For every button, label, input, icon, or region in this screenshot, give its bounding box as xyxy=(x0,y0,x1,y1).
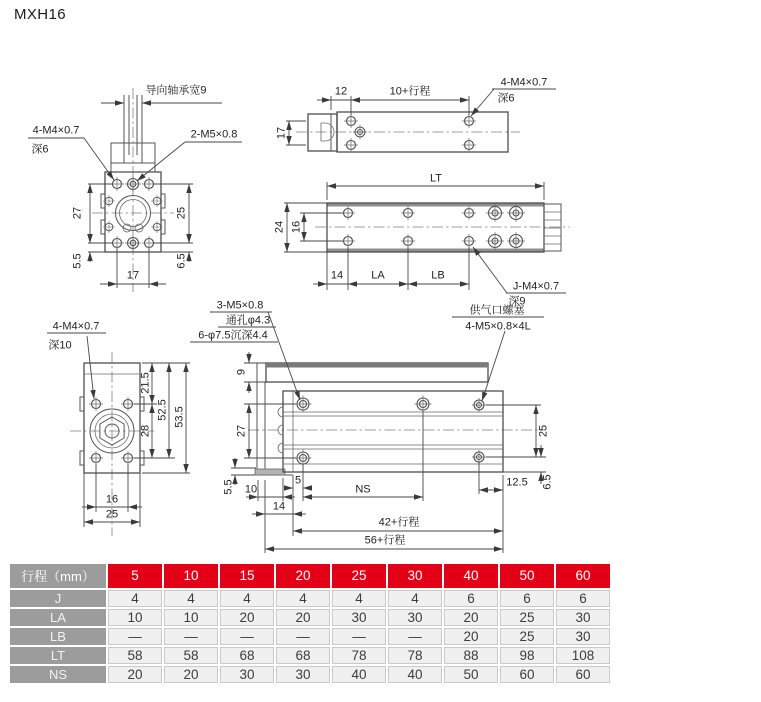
spec-value: 60 xyxy=(556,666,610,683)
v5-port-plug-note: 供气口螺塞 xyxy=(469,304,525,317)
v1-dim-25: 25 xyxy=(175,206,188,220)
v5-3m5-note: 3-M5×0.8 xyxy=(216,299,264,312)
spec-value: 78 xyxy=(388,647,442,664)
spec-value: 30 xyxy=(220,666,274,683)
v4-4m4-depth: 深10 xyxy=(48,339,72,352)
row-label-ns: NS xyxy=(10,666,106,683)
spec-value: 30 xyxy=(332,609,386,626)
table-row xyxy=(10,628,610,645)
v1-dim-27: 27 xyxy=(71,206,84,220)
spec-value: 10 xyxy=(108,609,162,626)
spec-value: 20 xyxy=(220,609,274,626)
spec-value: 4 xyxy=(276,590,330,607)
v3-dim-14: 14 xyxy=(330,269,344,282)
stroke-col-header: 60 xyxy=(556,564,610,588)
table-row xyxy=(10,609,610,626)
spec-value: — xyxy=(164,628,218,645)
spec-value: 30 xyxy=(388,609,442,626)
v2-dim-10-stroke: 10+行程 xyxy=(389,85,431,98)
stroke-spec-table xyxy=(8,562,612,685)
v4-dim-28: 28 xyxy=(139,424,152,438)
spec-value: 20 xyxy=(164,666,218,683)
stroke-col-header: 40 xyxy=(444,564,498,588)
spec-value: — xyxy=(388,628,442,645)
spec-value: 40 xyxy=(388,666,442,683)
page-title: MXH16 xyxy=(14,6,67,23)
v5-dim-5-5: 5.5 xyxy=(222,479,235,495)
v5-dim-25: 25 xyxy=(537,424,550,438)
v5-dim-12-5: 12.5 xyxy=(506,476,528,489)
stroke-col-header: 30 xyxy=(388,564,442,588)
stroke-col-header: 20 xyxy=(276,564,330,588)
v5-port-plug-spec: 4-M5×0.8×4L xyxy=(465,320,531,333)
v3-jm4-depth: 深9 xyxy=(508,295,526,308)
row-label-j: J xyxy=(10,590,106,607)
spec-value: 6 xyxy=(444,590,498,607)
v1-2m5-note: 2-M5×0.8 xyxy=(190,128,238,141)
v3-dim-la: LA xyxy=(371,269,385,282)
stroke-col-header: 50 xyxy=(500,564,554,588)
v4-dim-25: 25 xyxy=(105,508,119,521)
stroke-spec-table-wrap xyxy=(8,562,612,685)
spec-value: — xyxy=(276,628,330,645)
v3-dim-lb: LB xyxy=(431,269,445,282)
v2-dim-12: 12 xyxy=(334,85,348,98)
v1-dim-17: 17 xyxy=(126,269,140,282)
v2-dim-17: 17 xyxy=(275,126,288,140)
row-label-la: LA xyxy=(10,609,106,626)
v5-dim-56-stroke: 56+行程 xyxy=(364,534,406,547)
v3-dim-16: 16 xyxy=(290,220,303,234)
spec-value: 58 xyxy=(164,647,218,664)
spec-value: 4 xyxy=(332,590,386,607)
v5-dim-42-stroke: 42+行程 xyxy=(378,516,420,529)
spec-value: — xyxy=(108,628,162,645)
spec-value: — xyxy=(332,628,386,645)
table-row xyxy=(10,647,610,664)
v5-dim-6-5: 6.5 xyxy=(541,474,554,490)
v3-dim-24: 24 xyxy=(273,220,286,234)
v2-4m4-depth: 深6 xyxy=(497,92,515,105)
spec-value: 50 xyxy=(444,666,498,683)
v2-4m4-note: 4-M4×0.7 xyxy=(500,76,548,89)
v1-4m4-note: 4-M4×0.7 xyxy=(32,124,80,137)
spec-value: 40 xyxy=(332,666,386,683)
spec-value: 4 xyxy=(108,590,162,607)
spec-value: 20 xyxy=(276,609,330,626)
spec-value: 30 xyxy=(276,666,330,683)
spec-value: 4 xyxy=(164,590,218,607)
stroke-header-label: 行程（mm） xyxy=(10,564,106,588)
spec-value: 10 xyxy=(164,609,218,626)
spec-value: 78 xyxy=(332,647,386,664)
v3-dim-lt: LT xyxy=(429,172,443,185)
v4-4m4-note: 4-M4×0.7 xyxy=(52,320,100,333)
v5-dim-ns: NS xyxy=(355,483,371,496)
spec-value: 4 xyxy=(388,590,442,607)
v1-guide-bearing-note: 导向轴承宽9 xyxy=(145,84,207,97)
v4-dim-16: 16 xyxy=(105,493,119,506)
v1-4m4-depth: 深6 xyxy=(31,143,49,156)
spec-value: — xyxy=(220,628,274,645)
v5-dim-9: 9 xyxy=(235,368,248,376)
spec-value: 20 xyxy=(444,609,498,626)
spec-value: 20 xyxy=(444,628,498,645)
spec-value: 25 xyxy=(500,609,554,626)
v5-dim-5: 5 xyxy=(294,474,302,487)
row-label-lb: LB xyxy=(10,628,106,645)
spec-value: 30 xyxy=(556,628,610,645)
spec-value: 4 xyxy=(220,590,274,607)
table-header-row xyxy=(10,564,610,588)
table-row xyxy=(10,590,610,607)
stroke-col-header: 10 xyxy=(164,564,218,588)
row-label-lt: LT xyxy=(10,647,106,664)
stroke-col-header: 15 xyxy=(220,564,274,588)
v5-counterbore-note: 6-φ7.5沉深4.4 xyxy=(198,329,268,342)
v4-dim-52-5: 52.5 xyxy=(156,399,169,421)
spec-value: 88 xyxy=(444,647,498,664)
spec-value: 25 xyxy=(500,628,554,645)
spec-value: 58 xyxy=(108,647,162,664)
spec-value: 68 xyxy=(276,647,330,664)
spec-value: 6 xyxy=(556,590,610,607)
v4-dim-21-5: 21.5 xyxy=(139,372,152,394)
table-row xyxy=(10,666,610,683)
v5-through-hole-note: 通孔φ4.3 xyxy=(225,314,271,327)
spec-value: 20 xyxy=(108,666,162,683)
v1-dim-5-5: 5.5 xyxy=(71,253,84,269)
spec-value: 98 xyxy=(500,647,554,664)
spec-value: 68 xyxy=(220,647,274,664)
v1-dim-6-5: 6.5 xyxy=(175,253,188,269)
spec-value: 30 xyxy=(556,609,610,626)
v5-dim-27: 27 xyxy=(235,424,248,438)
spec-value: 108 xyxy=(556,647,610,664)
stroke-col-header: 25 xyxy=(332,564,386,588)
spec-value: 60 xyxy=(500,666,554,683)
v4-dim-53-5: 53.5 xyxy=(173,406,186,428)
v5-dim-14: 14 xyxy=(272,500,286,513)
v3-jm4-note: J-M4×0.7 xyxy=(512,280,560,293)
spec-value: 6 xyxy=(500,590,554,607)
v5-dim-10: 10 xyxy=(244,483,258,496)
stroke-col-header: 5 xyxy=(108,564,162,588)
